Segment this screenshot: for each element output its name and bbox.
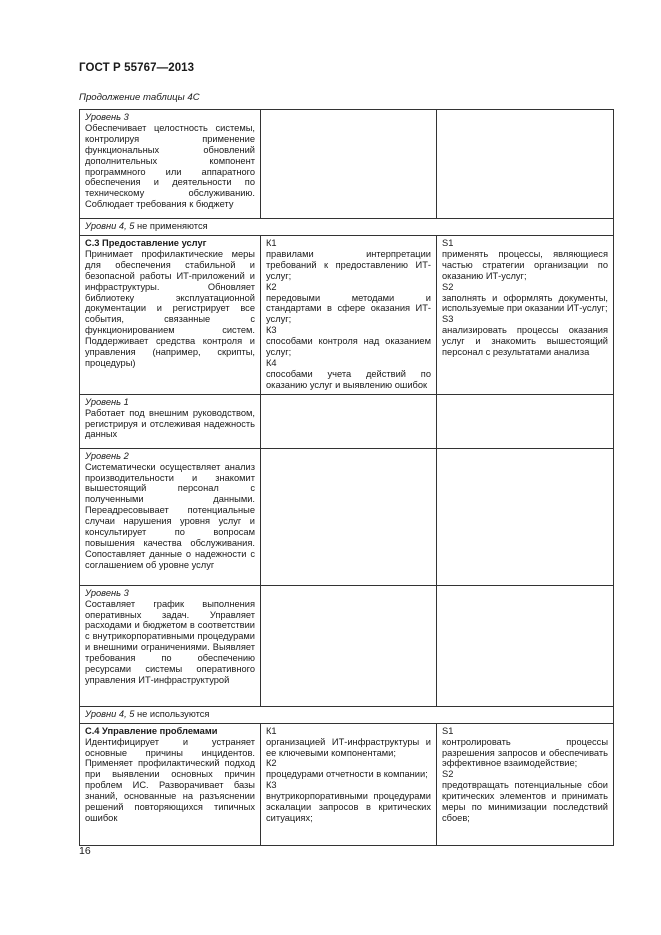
level-cell (80, 585, 261, 706)
table-row (80, 448, 614, 585)
level-description: Составляет график выполнения оперативных задач. Управляет расходами и бюджетом в соответствии с внутрикорпоративными процедурами и внешними ограничениями. Выявляет требования по обеспечению ресурсами системы оперативного управления ИТ-инфраструктурой (85, 598, 255, 685)
skill-code: S1 (442, 238, 454, 248)
skill-text: применять процессы, являющиеся частью стратегии организации по оказанию ИТ-услуг; (442, 248, 608, 281)
level-label: Уровень 2 (85, 450, 129, 461)
table-row (80, 394, 614, 448)
competence-description: Принимает профилактические меры для обеспечения стабильной и безопасной работы ИТ-приложений и инфраструктуры. Обновляет библиотеку эксплуатационной документации и регистрирует все события, связанные с функционированием систем. Поддерживает средства контроля и управления (например, скрипты, процедуры) (85, 248, 255, 368)
skills-cell (437, 394, 614, 448)
note-text: не используются (137, 708, 210, 719)
knowledge-cell (261, 448, 437, 585)
note-row (80, 706, 614, 723)
table-row (80, 585, 614, 706)
competence-description: Идентифицирует и устраняет основные причины инцидентов. Применяет профилактический подход при выявлении основных причин проблем ИС. Разворачивает базы знаний, основанные на разъяснении решений повторяющихся типичных ошибок (85, 736, 255, 823)
skills-cell (437, 723, 614, 845)
level-description: Работает под внешним руководством, регистрируя и отслеживая надежность данных (85, 407, 255, 440)
knowledge-text: внутрикорпоративными процедурами эскалации запросов в критических ситуациях; (266, 791, 431, 823)
knowledge-text: процедурами отчетности в компании; (266, 769, 428, 780)
level-cell (80, 394, 261, 448)
table-row (80, 219, 614, 236)
competence-title: С.3 Предоставление услуг (85, 238, 207, 248)
table-row (80, 723, 614, 845)
knowledge-text: правилами интерпретации требований к предоставлению ИТ-услуг; (266, 248, 431, 281)
knowledge-code: К2 (266, 758, 277, 769)
level-label: Уровень 1 (85, 396, 129, 407)
skills-cell (437, 236, 614, 395)
knowledge-cell (261, 394, 437, 448)
table-row (80, 706, 614, 723)
page-number: 16 (79, 845, 91, 857)
note-text: не применяются (137, 221, 208, 231)
knowledge-code: К3 (266, 780, 277, 791)
knowledge-text: организацией ИТ-инфраструктуры и ее ключевыми компонентами; (266, 736, 431, 758)
competence-cell (80, 723, 261, 845)
skills-cell (437, 585, 614, 706)
knowledge-text: передовыми методами и стандартами в сфере оказания ИТ-услуг; (266, 292, 431, 325)
knowledge-text: способами учета действий по оказанию услуг и выявлению ошибок (266, 368, 431, 390)
skill-code: S1 (442, 725, 454, 736)
level-description: Обеспечивает целостность системы, контролируя применение функциональных обновлений дополнительных компонент программного или аппаратного обеспечения и деятельности по техническому обслуживанию. Соблюдает требования к бюджету (85, 122, 255, 210)
competence-table (79, 109, 614, 846)
skill-text: заполнять и оформлять документы, используемые при оказании ИТ-услуг; (442, 292, 608, 314)
knowledge-code: К1 (266, 238, 277, 248)
knowledge-code: К1 (266, 725, 277, 736)
skill-code: S2 (442, 769, 454, 780)
level-description: Систематически осуществляет анализ производительности и знакомит вышестоящий персонал с полученными данными. Переадресовывает потенциальные случаи нарушения уровня услуг и консультирует по вопросам повышения качества обслуживания. Сопоставляет данные о надежности с соглашением об уровне услуг (85, 461, 255, 570)
note-level: Уровни 4, 5 (85, 221, 135, 231)
knowledge-code: К3 (266, 325, 277, 336)
skill-code: S2 (442, 281, 454, 292)
knowledge-code: К2 (266, 281, 277, 292)
level-label: Уровень 3 (85, 587, 129, 598)
competence-cell (80, 236, 261, 395)
skill-text: предотвращать потенциальные сбои критических элементов и принимать меры по минимизации последствий сбоев; (442, 780, 608, 823)
note-row (80, 219, 614, 236)
knowledge-cell (261, 723, 437, 845)
knowledge-code: К4 (266, 357, 277, 368)
document-code: ГОСТ Р 55767—2013 (79, 62, 195, 74)
knowledge-text: способами контроля над оказанием услуг; (266, 336, 431, 358)
skill-text: анализировать процессы оказания услуг и знакомить вышестоящий персонал с результатами анализа (442, 325, 608, 358)
table-row (80, 110, 614, 219)
knowledge-cell (261, 110, 437, 219)
competence-title: С.4 Управление проблемами (85, 725, 218, 736)
table-continuation-caption: Продолжение таблицы 4С (79, 92, 200, 103)
note-level: Уровни 4, 5 (85, 708, 135, 719)
skill-text: контролировать процессы разрешения запросов и обеспечивать эффективное взаимодействие; (442, 736, 608, 769)
level-cell (80, 448, 261, 585)
table-row (80, 236, 614, 395)
level-cell (80, 110, 261, 219)
knowledge-cell (261, 236, 437, 395)
skill-code: S3 (442, 314, 454, 325)
knowledge-cell (261, 585, 437, 706)
skills-cell (437, 448, 614, 585)
level-label: Уровень 3 (85, 112, 129, 122)
skills-cell (437, 110, 614, 219)
